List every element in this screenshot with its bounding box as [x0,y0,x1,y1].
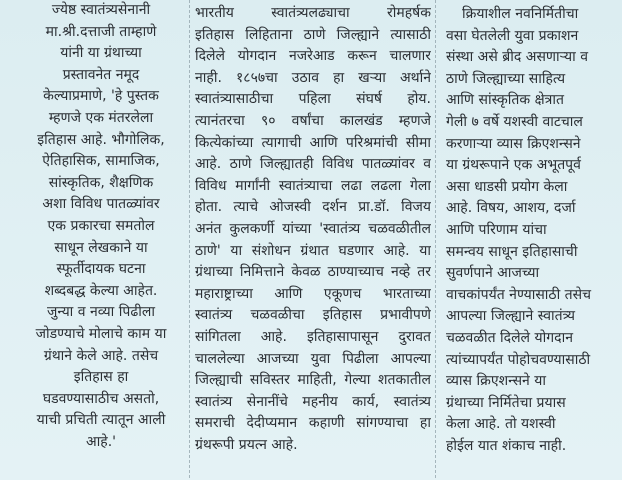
text-line: व्यास क्रिएशन्सने या [446,373,547,390]
text-line: असा धाडसी प्रयोग केला [446,178,568,195]
text-line: वसा घेतलेली युवा प्रकाशन [446,27,579,44]
text-line: यांनी या ग्रंथाच्या [60,45,142,62]
text-line: दिलेले योगदान नजरेआड करून चालणार [195,48,431,65]
text-line: या ग्रंथरूपाने एक अभूतपूर्व [446,157,581,174]
text-line: वाचकांपर्यंत नेण्यासाठी तसेच [446,286,591,303]
text-line: नाही. १८५७चा उठाव हा खऱ्या अर्थाने [195,69,431,86]
text-line: म्हणजे एक मंतरलेला [48,109,154,126]
text-line: प्रस्तावनेत नमूद [62,66,140,83]
text-line: स्वातंत्र्यासाठीचा पहिला संघर्ष होय. [195,91,431,108]
text-line: आहे.' [85,433,117,450]
text-line: कित्येकांच्या त्यागाची आणि परिश्रमांची सीमा [195,134,431,151]
text-line: आहे. विषय, आशय, दर्जा [446,200,576,217]
text-line: इतिहास हा [73,369,129,386]
text-line: आहे. ठाणे जिल्ह्यातही विविध पातळ्यांवर व [195,156,431,173]
text-line: घडवण्यासाठीच असतो, [42,390,160,407]
text-line: समन्वय साधून इतिहासाची [446,243,578,260]
column-right [440,4,622,480]
text-line: विविध मार्गांनी स्वातंत्र्याचा लढा लढला गेला [195,177,431,194]
text-line: ग्रंथाच्या निर्मितेचा प्रयास [446,394,566,411]
text-line: जिल्ह्याची सविस्तर माहिती, गेल्या शतकातील [195,372,431,389]
text-line: ग्रंथरूपी प्रयत्न आहे. [195,436,298,453]
text-line: अनंत कुलकर्णी यांच्या 'स्वातंत्र्य चळवळीतील [195,220,431,237]
text-line: ज्येष्ठ स्वातंत्र्यसेनानी [51,2,151,18]
text-line: ग्रंथाच्या निमित्ताने केवळ ठाण्याच्याच नव्हे तर [195,264,431,281]
text-line: केला आहे. तो यशस्वी [446,416,556,433]
text-line: मा.श्री.दत्ताजी ताम्हाणे [45,23,157,40]
text-line: करणाऱ्या व्यास क्रिएशन्सने [446,135,581,152]
text-line: गेली ७ वर्षे यशस्वी वाटचाल [446,113,583,130]
text-line: स्वातंत्र्य चळवळीचा इतिहास प्रभावीपणे [195,307,431,324]
text-line: अशा विविध पातळ्यांवर [42,196,160,213]
text-line: इतिहास आहे. भौगोलिक, [37,131,165,148]
text-line: जोडण्याचे मोलाचे काम या [35,325,167,342]
text-line: सुवर्णपाने आजच्या [446,265,540,282]
text-line: त्यांच्यापर्यंत पोहोचवण्यासाठी [446,351,591,368]
text-line: इतिहास लिहिताना ठाणे जिल्ह्याने त्यासाठी [195,26,431,43]
text-line: चळवळीत दिलेले योगदान [446,329,573,346]
column-divider [189,0,190,480]
text-line: होईल यात शंकाच नाही. [446,437,567,454]
text-line: त्यानंतरचा ९० वर्षांचा कालखंड म्हणजे [195,112,431,129]
text-line: ठाणे जिल्ह्याच्या साहित्य [446,70,566,87]
column-left [8,0,194,480]
text-line: स्फूर्तीदायक घटना [56,261,146,278]
text-line: जुन्या व नव्या पिढीला [47,304,155,321]
text-line: भारतीय स्वातंत्र्यलढ्याचा रोमहर्षक [195,5,431,21]
text-line: सांगितला आहे. इतिहासापासून दुरावत [195,328,431,345]
text-line: होता. त्याचे ओजस्वी दर्शन प्रा.डॉ. विजय [195,199,431,216]
text-line: याची प्रचिती त्यातून आली [36,412,166,429]
text-line: एक प्रकारचा समतोल [47,217,155,234]
text-line: शब्दबद्ध केल्या आहेत. [44,282,158,299]
text-line: चाललेल्या आजच्या युवा पिढीला आपल्या [195,350,431,367]
text-line: केल्याप्रमाणे, 'हे पुस्तक [43,88,159,105]
text-line: क्रियाशील नवनिर्मितीचा [462,6,579,22]
column-middle [195,3,431,480]
text-line: संस्था असे ब्रीद असणाऱ्या व [446,49,588,66]
text-line: आणि सांस्कृतिक क्षेत्रात [446,92,564,109]
text-line: ग्रंथाने केले आहे. तसेच [43,347,159,364]
text-line: आपल्या जिल्ह्याने स्वातंत्र्य [446,308,575,325]
text-line: महाराष्ट्राच्या आणि एकूणच भारताच्या [195,285,431,302]
text-line: ठाणे' या संशोधन ग्रंथात घडणार आहे. या [195,242,431,259]
text-line: साधून लेखकाने या [54,239,148,256]
text-line: स्वातंत्र्य सेनानींचे महनीय कार्य, स्वातंत्र्य [195,393,431,410]
text-line: सांस्कृतिक, शैक्षणिक [48,174,154,191]
text-line: समराची देदीप्यमान कहाणी सांगण्याचा हा [195,415,431,432]
column-divider [435,0,436,480]
text-line: आणि परिणाम यांचा [446,221,547,238]
text-line: ऐतिहासिक, सामाजिक, [42,153,160,170]
